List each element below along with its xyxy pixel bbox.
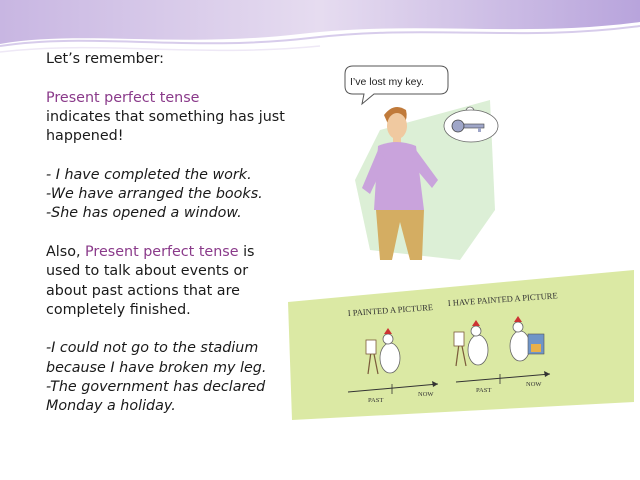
slide-body-text — [46, 50, 286, 417]
usage-description: is used to talk about events or about past actions that are completely finished. — [46, 243, 255, 318]
caption-past-simple: I PAINTED A PICTURE — [347, 302, 434, 318]
usage-paragraph — [46, 243, 286, 320]
timeline-left-now: NOW — [418, 391, 434, 398]
example-sentence-5: -The government has declared Monday a holiday. — [46, 379, 266, 415]
example-sentence-1: - I have completed the work. — [46, 166, 252, 183]
timeline-left-past: PAST — [368, 397, 384, 404]
example-sentence-2: -We have arranged the books. — [46, 186, 263, 203]
caption-present-perfect: I HAVE PAINTED A PICTURE — [447, 290, 558, 308]
speech-bubble-text: I’ve lost my key. — [350, 76, 424, 88]
timeline-right-past: PAST — [476, 387, 492, 394]
also-prefix: Also, — [46, 243, 81, 260]
painted-picture-comparison — [288, 270, 636, 420]
term-present-perfect: Present perfect tense — [46, 89, 200, 106]
example-sentence-3: -She has opened a window. — [46, 205, 242, 222]
term-present-perfect-2: Present perfect tense — [85, 243, 239, 260]
lost-key-illustration — [340, 60, 500, 265]
definition-just-happened: indicates that something has just happened! — [46, 108, 285, 145]
example-sentence-4: -I could not go to the stadium because I have broken my leg. — [46, 340, 267, 376]
timeline-right-now: NOW — [526, 381, 542, 388]
heading: Let’s remember: — [46, 51, 164, 67]
